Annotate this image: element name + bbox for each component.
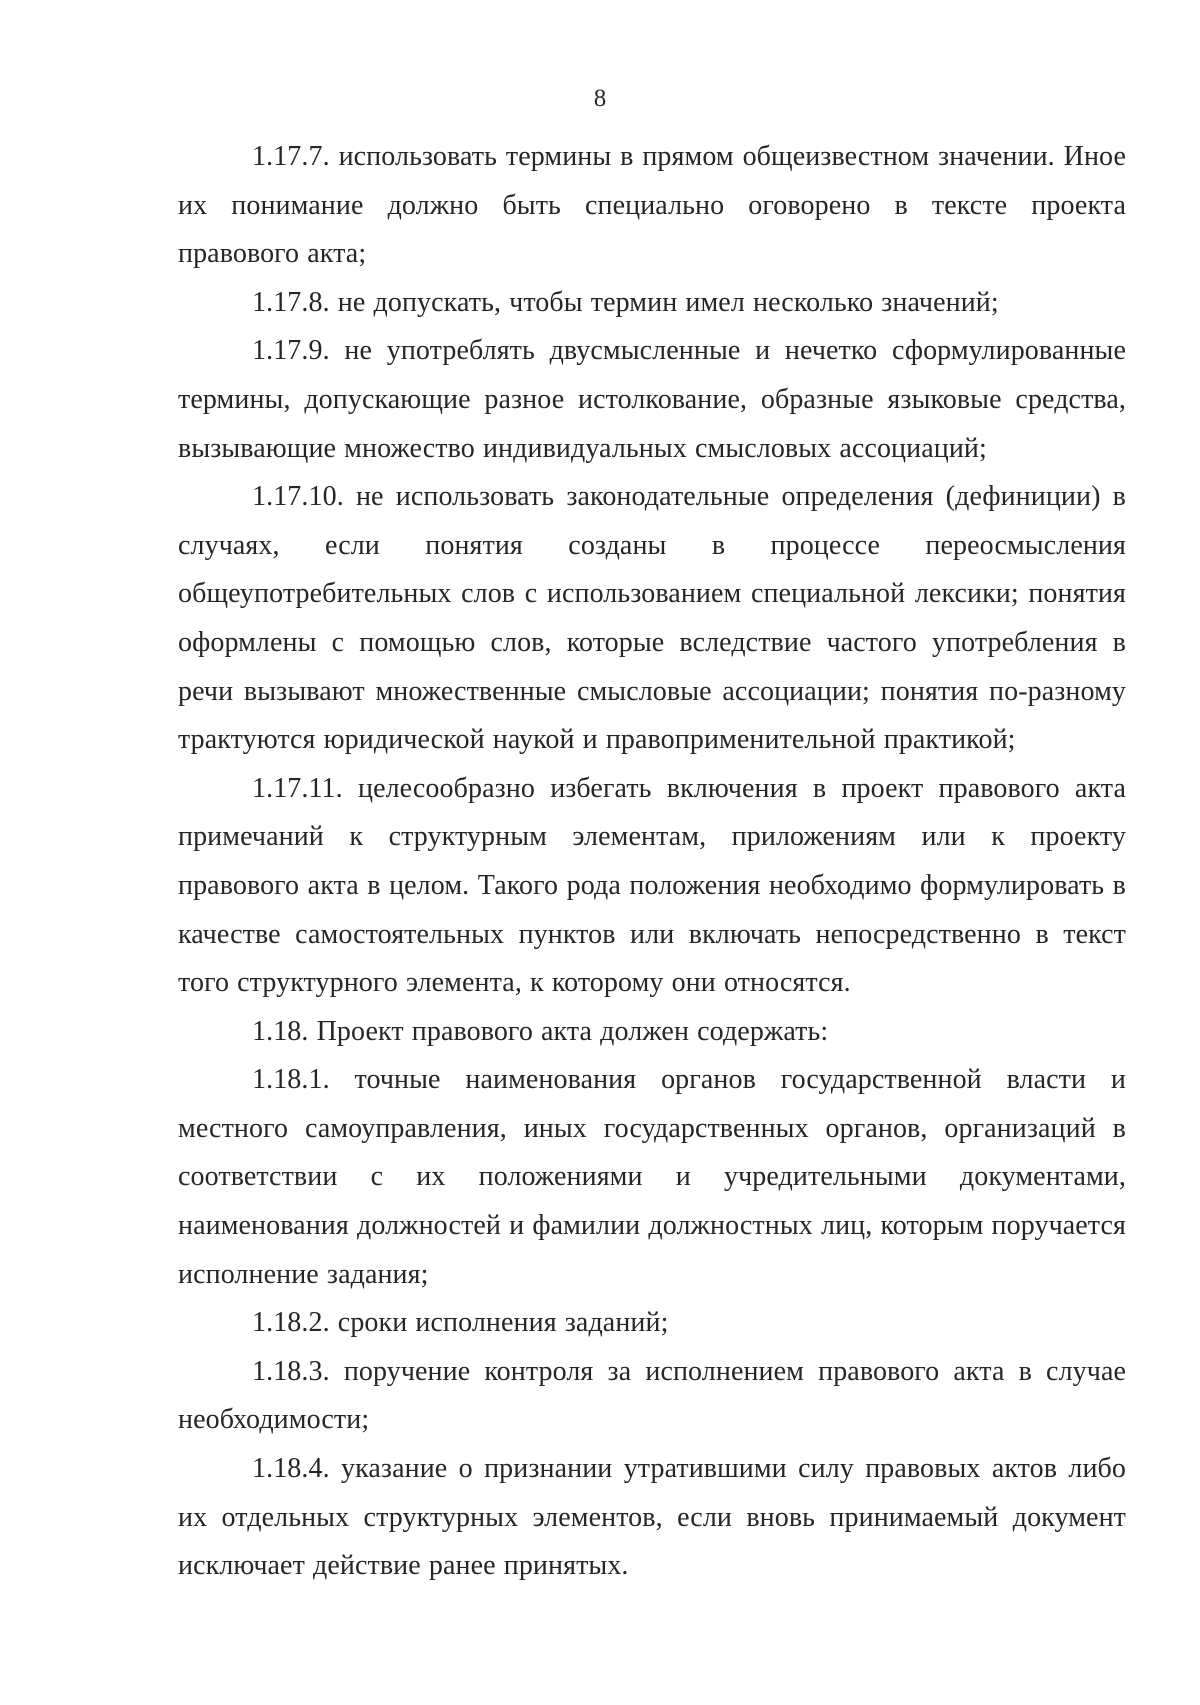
paragraph-1-17-9: 1.17.9. не употреблять двусмысленные и нечетко сформулированные термины, допускающие разное истолкование, образные языковые средства, вызывающие множество индивидуальных смысловых ассоциаций;	[178, 335, 1126, 464]
paragraph-1-18-2: 1.18.2. сроки исполнения заданий;	[252, 1307, 669, 1339]
paragraph-1-17-8: 1.17.8. не допускать, чтобы термин имел несколько значений;	[252, 286, 999, 318]
document-body	[178, 133, 1126, 1591]
paragraph-1-17-10: 1.17.10. не использовать законодательные определения (дефиниции) в случаях, если понятия созданы в процессе переосмысления общеупотребительных слов с использованием специальной лексики; понятия оформлены с помощью слов, которые вследствие частого употребления в речи вызывают множественные смысловые ассоциации; понятия по-разному трактуются юридической наукой и правоприменительной практикой;	[178, 481, 1126, 756]
paragraph-1-17-11: 1.17.11. целесообразно избегать включения в проект правового акта примечаний к структурным элементам, приложениям или к проекту правового акта в целом. Такого рода положения необходимо формулировать в качестве самостоятельных пунктов или включать непосредственно в текст того структурного элемента, к которому они относятся.	[178, 772, 1126, 999]
paragraph-1-18: 1.18. Проект правового акта должен содержать:	[252, 1015, 829, 1047]
paragraph-1-18-1: 1.18.1. точные наименования органов государственной власти и местного самоуправления, иных государственных органов, организаций в соответствии с их положениями и учредительными документами, наименования должностей и фамилии должностных лиц, которым поручается исполнение задания;	[178, 1064, 1126, 1290]
paragraph-1-18-4: 1.18.4. указание о признании утратившими силу правовых актов либо их отдельных структурных элементов, если вновь принимаемый документ исключает действие ранее принятых.	[178, 1453, 1126, 1582]
paragraph-1-17-7: 1.17.7. использовать термины в прямом общеизвестном значении. Иное их понимание должно быть специально оговорено в тексте проекта правового акта;	[178, 141, 1126, 270]
page-number: 8	[593, 85, 607, 112]
paragraph-1-18-3: 1.18.3. поручение контроля за исполнением правового акта в случае необходимости;	[178, 1355, 1126, 1436]
